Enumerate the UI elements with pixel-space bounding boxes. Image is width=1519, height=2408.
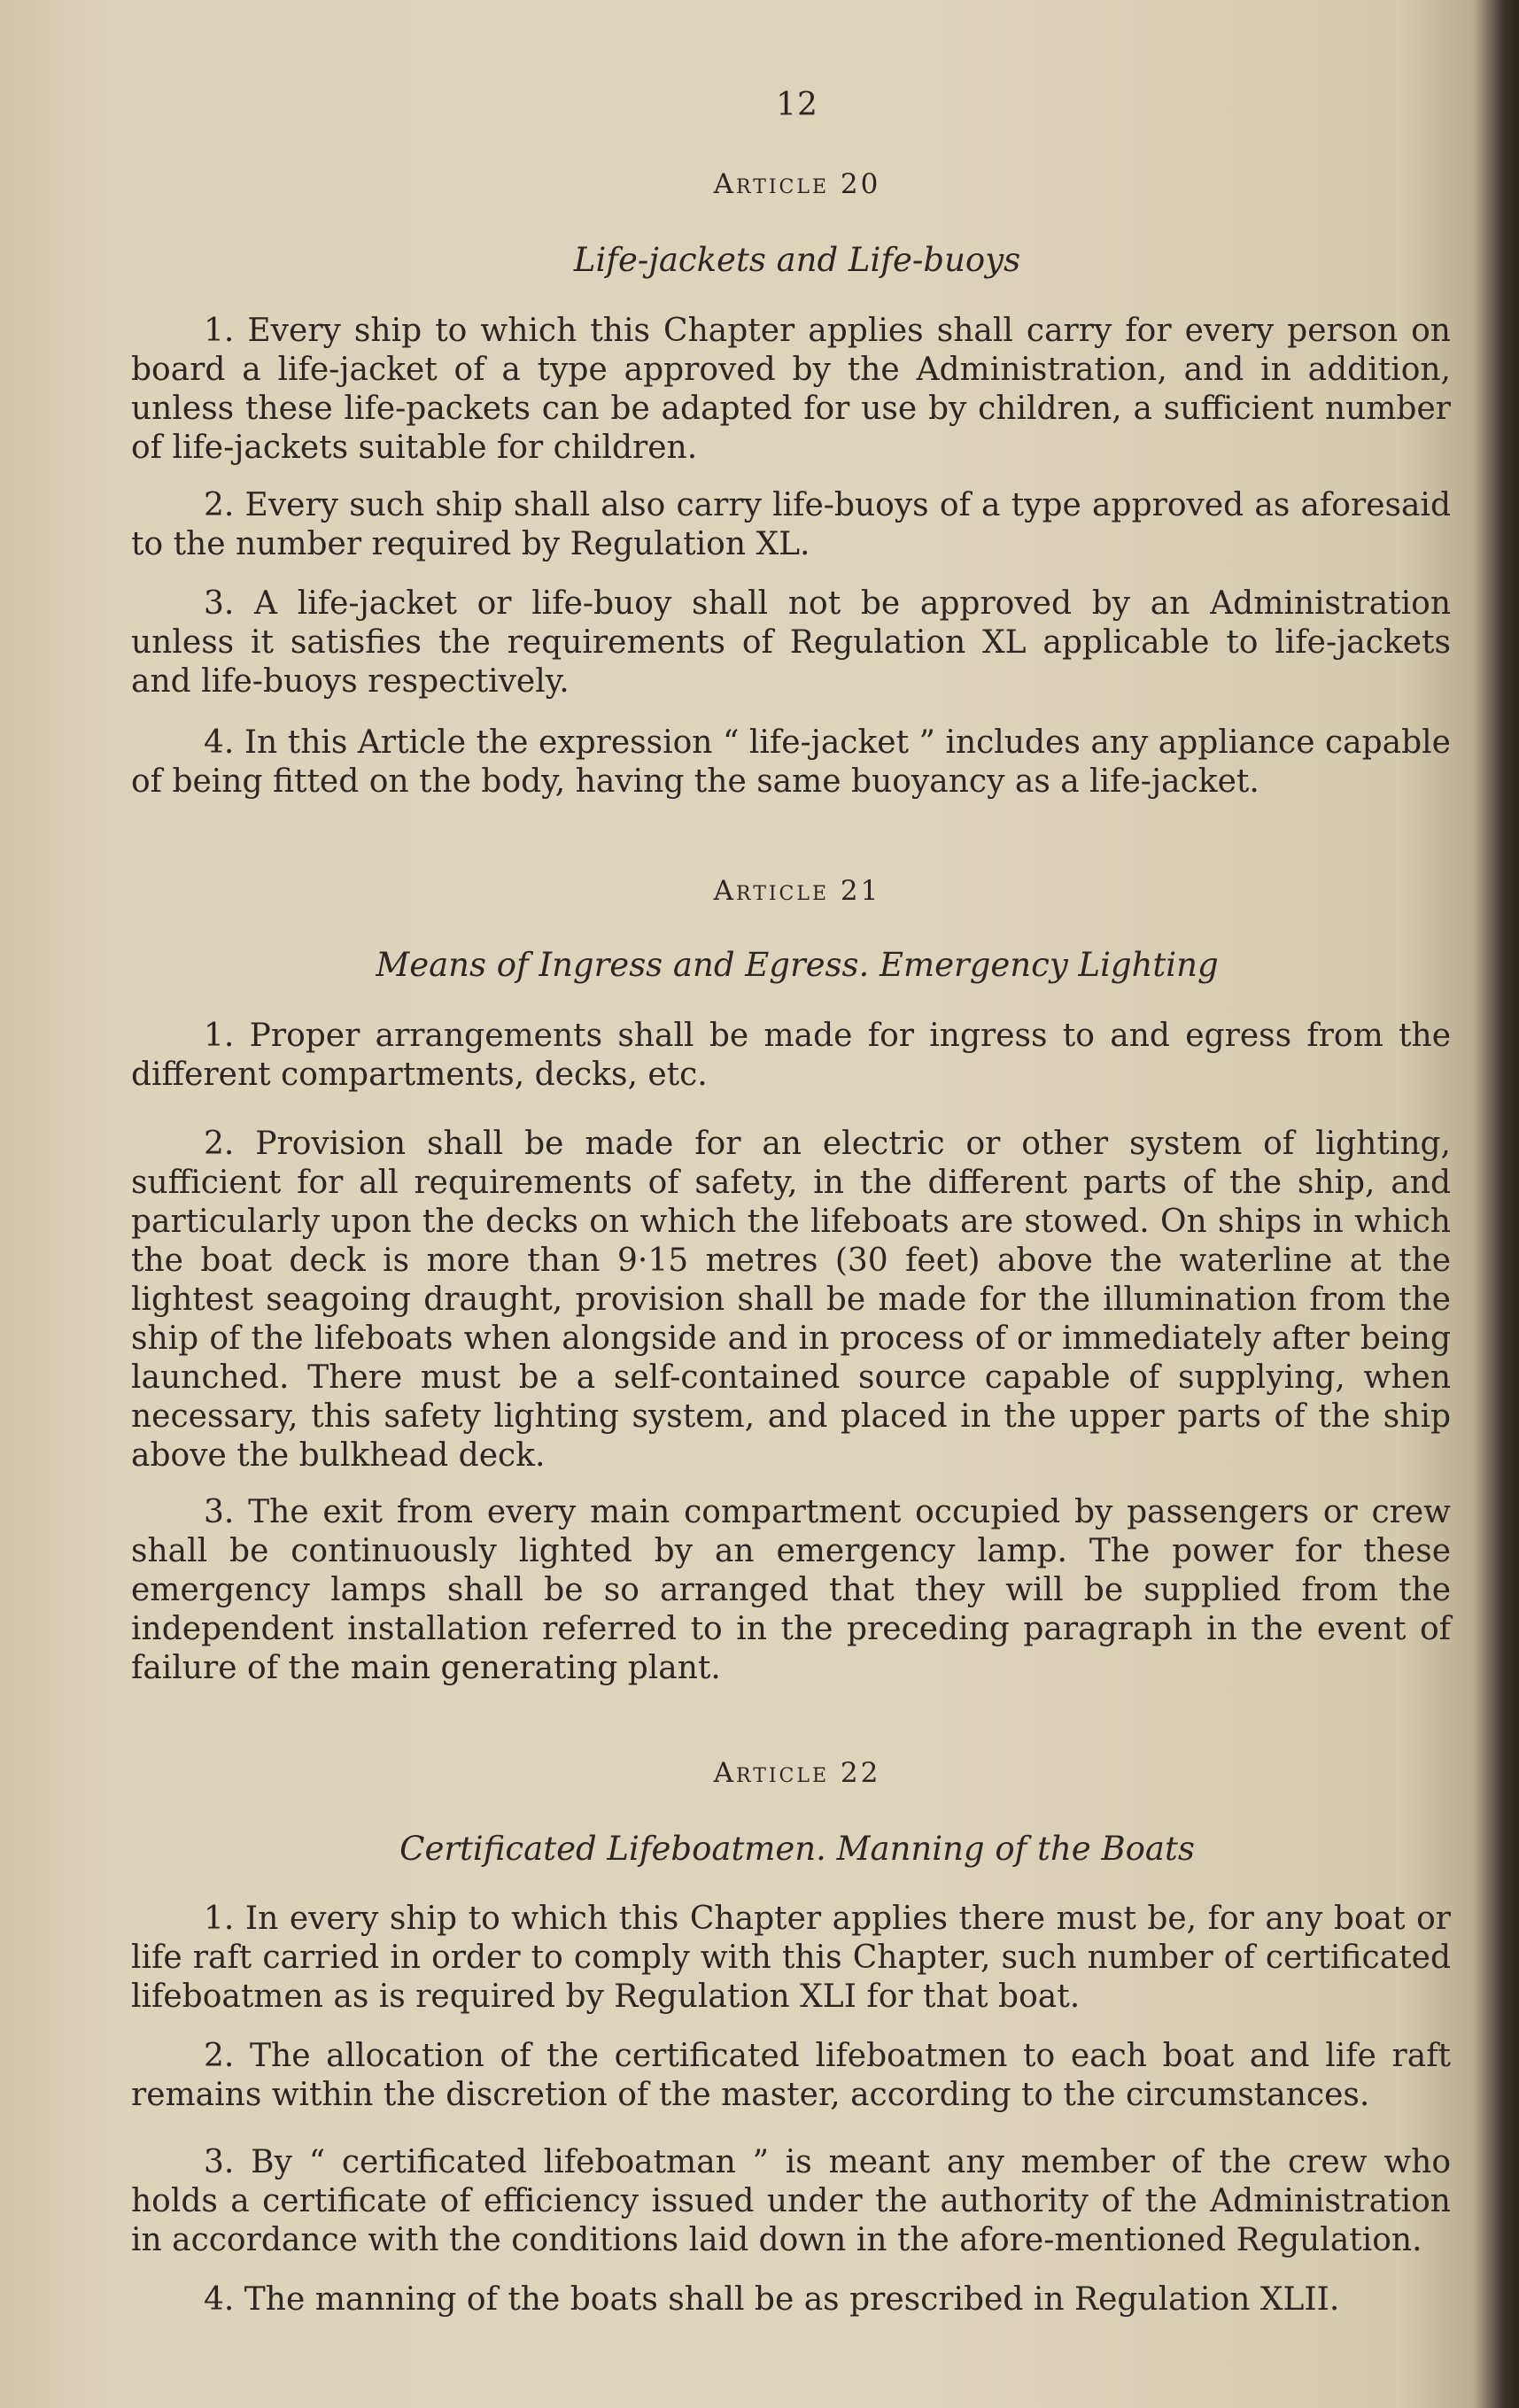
article-subtitle: Certificated Lifeboatmen. Manning of the Boats <box>399 1830 1195 1868</box>
paragraph: 4. The manning of the boats shall be as prescribed in Regulation XLII. <box>204 2281 1340 2318</box>
paragraph: 2. The allocation of the certificated lifeboatmen to each boat and life raft remains within the discretion of the master, according to the circumstances. <box>131 2038 1451 2113</box>
paragraph: 4. In this Article the expression “ life-jacket ” includes any appliance capable of being fitted on the body, having the same buoyancy as a life-jacket. <box>131 724 1451 800</box>
article-heading: Article 21 <box>713 875 881 907</box>
page-number: 12 <box>776 87 818 123</box>
paragraph: 1. Every ship to which this Chapter applies shall carry for every person on board a life-jacket of a type approved by the Administration, and in addition, unless these life-packets can be adapted for use by children, a sufficient number of life-jackets suitable for children. <box>131 313 1451 466</box>
article-subtitle: Life-jackets and Life-buoys <box>573 241 1021 279</box>
paragraph: 1. In every ship to which this Chapter applies there must be, for any boat or life raft carried in order to comply with this Chapter, such number of certificated lifeboatmen as is required by Regulation XLI for that boat. <box>131 1901 1451 2015</box>
article-subtitle: Means of Ingress and Egress. Emergency Lighting <box>376 946 1219 984</box>
article-heading: Article 20 <box>713 168 881 200</box>
article-heading: Article 22 <box>713 1757 881 1789</box>
paragraph: 3. The exit from every main compartment occupied by passengers or crew shall be continuously lighted by an emergency lamp. The power for these emergency lamps shall be so arranged that they will be supplied from the independent installation referred to in the preceding paragraph in the event of failure of the main generating plant. <box>131 1494 1451 1686</box>
paragraph: 1. Proper arrangements shall be made for ingress to and egress from the different compartments, decks, etc. <box>131 1018 1451 1093</box>
paragraph: 2. Provision shall be made for an electric or other system of lighting, sufficient for all requirements of safety, in the different parts of the ship, and particularly upon the decks on which the lifeboats are stowed. On ships in which the boat deck is more than 9·15 metres (30 feet) above the waterline at the lightest seagoing draught, provision shall be made for the illumination from the ship of the lifeboats when alongside and in process of or immediately after being launched. There must be a self-contained source capable of supplying, when necessary, this safety lighting system, and placed in the upper parts of the ship above the bulkhead deck. <box>131 1126 1451 1474</box>
paragraph: 2. Every such ship shall also carry life-buoys of a type approved as aforesaid to the number required by Regulation XL. <box>131 487 1451 562</box>
paragraph: 3. A life-jacket or life-buoy shall not be approved by an Administration unless it satisfies the requirements of Regulation XL applicable to life-jackets and life-buoys respectively. <box>131 585 1451 700</box>
paragraph: 3. By “ certificated lifeboatman ” is meant any member of the crew who holds a certificate of efficiency issued under the authority of the Administration in accordance with the conditions laid down in the afore-mentioned Regulation. <box>131 2144 1451 2258</box>
